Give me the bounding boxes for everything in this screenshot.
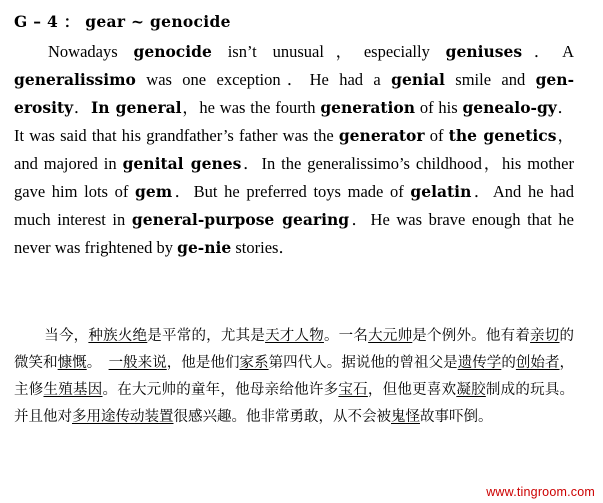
site-watermark: www.tingroom.com <box>486 485 595 499</box>
english-paragraph <box>14 38 574 262</box>
keyword-underline: 家系 <box>239 355 269 371</box>
keyword-bold: gelatin <box>410 182 472 201</box>
keyword-underline: 慷慨 <box>57 355 87 371</box>
body-text: was one exception．He had a <box>135 70 392 89</box>
keyword-underline: 大元帅 <box>368 328 413 344</box>
chinese-paragraph <box>14 323 574 431</box>
keyword-bold: genial <box>391 70 445 89</box>
body-text: 。 <box>86 355 109 371</box>
keyword-bold: geniuses <box>445 42 523 61</box>
keyword-bold: generalissimo <box>14 70 136 89</box>
body-text: ，但他更喜欢 <box>367 382 457 398</box>
body-text: stories． <box>231 238 295 257</box>
keyword-underline: 一般来说 <box>108 355 167 371</box>
keyword-underline: 种族火绝 <box>88 328 148 344</box>
keyword-bold: generation <box>320 98 416 117</box>
keyword-bold: gem <box>135 182 173 201</box>
keyword-underline: 凝胶 <box>456 382 486 398</box>
keyword-underline: 遗传学 <box>457 355 502 371</box>
body-text: isn’t unusual，especially <box>211 42 446 61</box>
body-text: 当今， <box>44 328 89 344</box>
keyword-bold: generator <box>338 126 425 145</box>
body-text: ．But he preferred toys made of <box>172 182 411 201</box>
keyword-bold: In general <box>91 98 182 117</box>
keyword-bold: general-purpose gearing <box>131 210 350 229</box>
body-text: 是平常的，尤其是 <box>147 328 266 344</box>
body-text: ．It was said that his grandfather’s father was the <box>14 98 575 145</box>
body-text: ．In the generalissimo’s childhood，his mother gave him lots of <box>14 154 574 201</box>
keyword-bold: genocide <box>133 42 212 61</box>
keyword-bold: genealo-gy <box>462 98 557 117</box>
keyword-underline: 鬼怪 <box>391 409 420 425</box>
body-text: 是个例外。他有着 <box>412 328 531 344</box>
keyword-bold: genital genes <box>122 154 242 173</box>
body-text: 的微笑和 <box>14 328 575 371</box>
body-text: 。一名 <box>323 328 369 344</box>
keyword-bold: gen-erosity <box>14 70 574 117</box>
body-text: 制成的玩具。并且他对 <box>14 382 575 425</box>
body-text: 第四代人。据说他的曾祖父是 <box>268 355 458 371</box>
english-paragraph-text <box>14 42 574 257</box>
keyword-underline: 创始者 <box>515 355 560 371</box>
body-text: ，主修 <box>14 355 575 398</box>
body-text: of <box>424 126 449 145</box>
body-text: ．A <box>522 42 574 61</box>
body-text: 的 <box>501 355 516 371</box>
body-text: 很感兴趣。他非常勇敢，从不会被 <box>173 409 391 425</box>
chinese-paragraph-text <box>14 328 574 425</box>
body-text: ．He was brave enough that he never was frightened by <box>14 210 575 257</box>
keyword-underline: 宝石 <box>338 382 368 398</box>
keyword-underline: 亲切 <box>530 328 560 344</box>
body-text: ，他是他们 <box>166 355 240 371</box>
page-title: G – 4 ： gear ~ genocide <box>14 12 231 31</box>
keyword-underline: 生殖基因 <box>43 382 103 398</box>
keyword-bold: the genetics <box>448 126 557 145</box>
body-text: ． <box>73 98 92 117</box>
keyword-underline: 天才人物 <box>265 328 324 344</box>
body-text: smile and <box>444 70 536 89</box>
keyword-bold: ge-nie <box>177 238 232 257</box>
body-text: 。在大元帅的童年，他母亲给他许多 <box>102 382 339 398</box>
keyword-underline: 多用途传动装置 <box>72 409 174 425</box>
body-text: ，and majored in <box>14 126 575 173</box>
body-text: of his <box>415 98 463 117</box>
body-text: 故事吓倒。 <box>420 409 493 425</box>
body-text: ，he was the fourth <box>181 98 321 117</box>
body-text: Nowadays <box>48 42 134 61</box>
body-text: ．And he had much interest in <box>14 182 574 229</box>
